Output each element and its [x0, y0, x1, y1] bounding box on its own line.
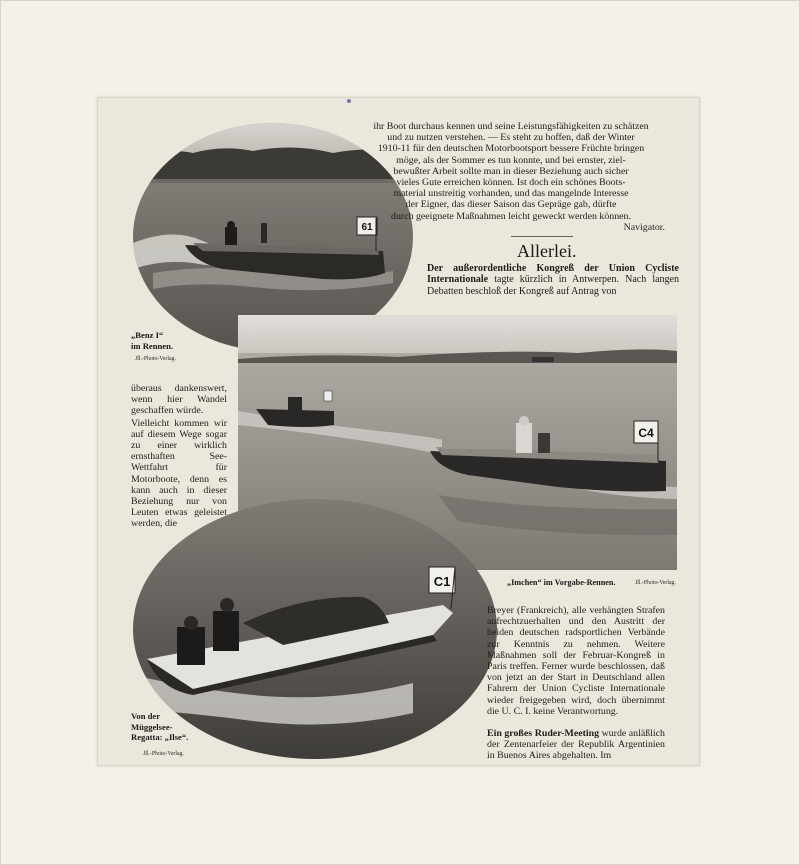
- bottom-right-text: [487, 605, 665, 717]
- lead-bold: Der außerordentliche Kongreß der Union Cycliste Internationale: [427, 263, 679, 286]
- left-para-1: überaus dankenswert, wenn hier Wandel geschaffen würde.: [131, 383, 227, 417]
- caption-ilse-line-2: Müggelsee-: [131, 721, 173, 732]
- credit-ilse: Jll.-Photo-Verlag.: [143, 751, 184, 757]
- caption-benz-line-2: im Rennen.: [131, 340, 174, 351]
- caption-benz-line-1: „Benz I“: [131, 330, 164, 340]
- caption-ilse-line-3: Regatta: „Ilse“.: [131, 732, 189, 742]
- bottom-para-2: wurde anläßlich der Zentenarfeier der Republik Argentinien in Buenos Aires abgehalten. Im: [487, 728, 665, 762]
- line-9: durch geeignete Maßnahmen leicht geweckt werden können.: [391, 210, 631, 222]
- bottom-para-1: Breyer (Frankreich), alle verhängten Strafen aufrechtzuerhalten und den Austritt der beiden deutschen radsportlichen Verbände zur Kenntnis zu nehmen. Weitere Maßnahmen soll der Februar-Kongreß in Paris treffen. Ferner wurde beschlossen, daß von jetzt an der Start in Deutschland allen Fahrern der Union Cycliste Internationale wieder freigegeben wird, doch übernimmt die U. C. I. keine Verantwortung.: [487, 605, 665, 717]
- credit-imchen: Jll.-Photo-Verlag.: [635, 580, 676, 586]
- line-4: möge, als der Sommer es tun konnte, und bei ernster, ziel-: [396, 154, 626, 166]
- boat-number-c4: C4: [638, 426, 654, 440]
- section-title: Allerlei.: [517, 241, 577, 261]
- line-1: ihr Boot durchaus kennen und seine Leistungsfähigkeiten zu schätzen: [373, 121, 649, 132]
- caption-ilse: [131, 711, 231, 743]
- left-para-2: Vielleicht kommen wir auf diesem Wege sogar zu einer wirklich ernsthaften See-Wettfahrt für Motorboote, denn es kann auch in dieser Beziehung nur von Leuten etwas geleistet werden, die: [131, 417, 227, 530]
- line-8: der Eigner, das dieser Saison das Gepräge gab, dürfte: [405, 199, 617, 211]
- caption-imchen: „Imchen“ im Vorgabe-Rennen.: [507, 578, 616, 587]
- bottom-para-2-wrap: [487, 728, 665, 762]
- line-7: material unstreitig vorhanden, und das mangelnde Interesse: [393, 188, 629, 200]
- boat-number-61: 61: [361, 222, 373, 233]
- caption-benz-1: [131, 330, 221, 351]
- pin-dot: [347, 99, 351, 103]
- credit-benz-1: Jll.-Photo-Verlag.: [135, 356, 176, 362]
- line-2: und zu nutzen verstehen. — Es steht zu hoffen, daß der Winter: [387, 132, 635, 144]
- caption-ilse-line-1: Von der: [131, 711, 161, 721]
- lead-text: tagte kürzlich in Antwerpen. Nach langen Debatten beschloß der Kongreß auf Antrag von: [427, 274, 679, 297]
- line-5: bewußter Arbeit sollte man in dieser Beziehung auch sicher: [393, 165, 629, 177]
- magazine-page: [97, 97, 700, 766]
- left-column-text: [131, 383, 227, 530]
- line-6: vieles Gute erreichen können. Ist doch ein schönes Boots-: [396, 177, 626, 189]
- boat-number-c1: C1: [433, 574, 451, 589]
- author-signature: Navigator.: [623, 221, 665, 233]
- bottom-bold: Ein großes Ruder-Meeting: [487, 728, 600, 739]
- section-divider: [511, 236, 573, 237]
- article-continuation: [349, 121, 673, 233]
- section-lead: [427, 263, 679, 297]
- line-3: 1910-11 für den deutschen Motorbootsport bessere Früchte bringen: [377, 143, 645, 155]
